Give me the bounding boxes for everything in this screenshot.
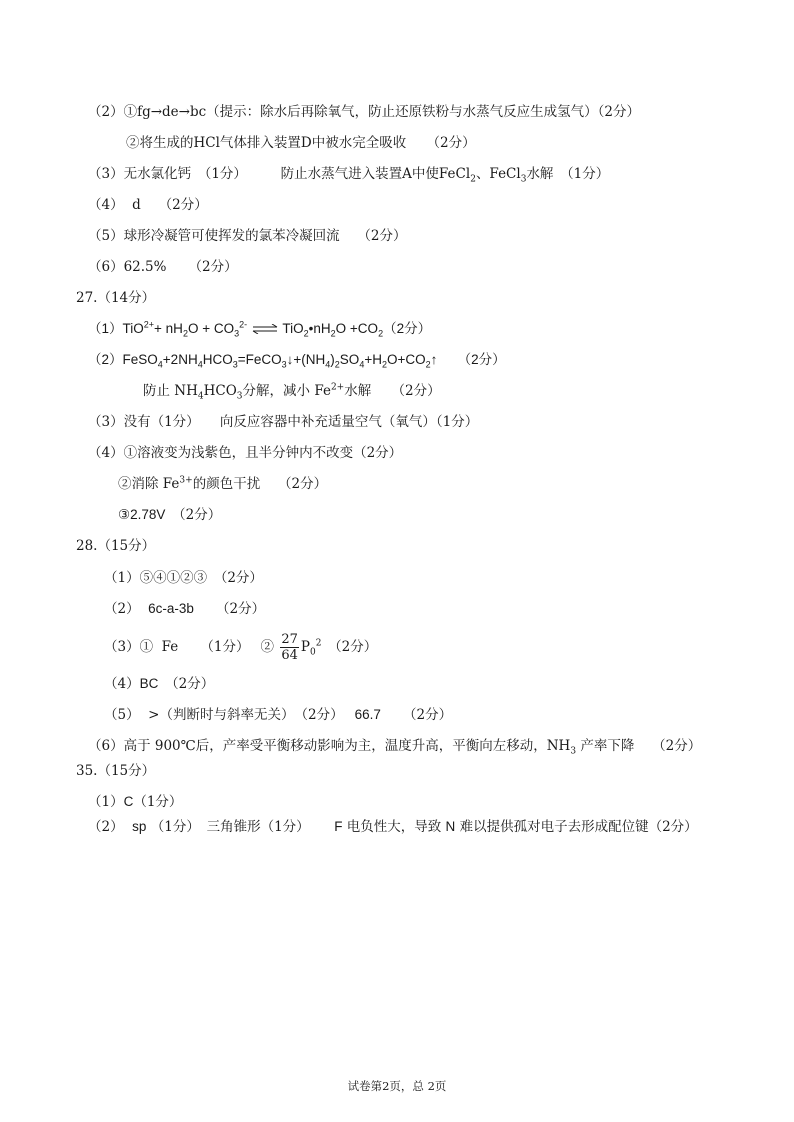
answer-line-3: （3）无水氯化钙 （1分） 防止水蒸气进入装置A中使FeCl$_2$、FeCl$_3$水解 （1分） — [88, 166, 610, 185]
q35-line-2: （2） sp （1分） 三角锥形（1分） F 电负性大，导致 N 难以提供孤对电子去形成配位键（2分） — [88, 819, 698, 835]
q28-line-2: （2） 6c-a-3b （2分） — [104, 601, 266, 617]
answer-line-6: （6）62.5% （2分） — [88, 259, 238, 275]
answer-line-5: （5）球形冷凝管可使挥发的氯苯冷凝回流 （2分） — [88, 228, 407, 244]
page-footer: 试卷第2页，总 2页 — [347, 1079, 447, 1093]
question-28-header: 28.（15分） — [76, 538, 156, 554]
q27-line-4: （3）没有（1分） 向反应容器中补充适量空气（氧气）（1分） — [88, 414, 479, 430]
fraction-27-64: $\frac{27}{64}$ — [281, 632, 298, 663]
q27-equation-1: $(1)TiO^{2+}+ nH_2O + CO_3^{2-}$ $TiO_2•nH_2O +CO_2(2$分） — [88, 319, 432, 339]
q27-line-6: ②消除 $Fe^{3+}$的颜色干扰 （2分） — [118, 475, 328, 492]
q28-line-3: （3）① Fe （1分） ② $\frac{27}{64}$ $P_0^2$ （2分） — [104, 632, 378, 663]
q27-equation-2: $(2)FeSO_4+2NH_4HCO_3=FeCO_3↓+(NH_4)_2SO_4+H_2O+CO_2↑$ （2分） — [88, 352, 506, 370]
answer-line-2b: ②将生成的HCl气体排入装置D中被水完全吸收 （2分） — [126, 135, 476, 151]
question-27-header: 27.（14分） — [76, 290, 156, 306]
answer-line-2: （2）①fg→de→bc（提示：除水后再除氧气，防止还原铁粉与水蒸气反应生成氢气）（2分） — [88, 104, 641, 120]
q28-line-6: （6）高于 900℃后，产率受平衡移动影响为主，温度升高，平衡向左移动，$NH_3$ 产率下降 （2分） — [88, 738, 702, 757]
q28-line-5: （5） >（判断时与斜率无关） （2分） 66.7 （2分） — [104, 707, 453, 723]
q35-line-1: （1）C（1分） — [88, 794, 183, 810]
q28-line-4: （4）BC （2分） — [104, 676, 215, 692]
q27-line-3: 防止 $NH_4HCO_3$分解，减小 $Fe^{2+}$水解 （2分） — [143, 382, 441, 402]
answer-line-4: （4） d （2分） — [88, 197, 208, 213]
q27-line-7: ③2.78V （2分） — [118, 507, 222, 523]
q28-line-1: （1）⑤④①②③ （2分） — [104, 570, 263, 586]
q27-line-5: （4）①溶液变为浅紫色，且半分钟内不改变（2分） — [88, 445, 403, 461]
question-35-header: 35.（15分） — [76, 763, 156, 779]
reversible-arrow-icon — [252, 324, 278, 334]
